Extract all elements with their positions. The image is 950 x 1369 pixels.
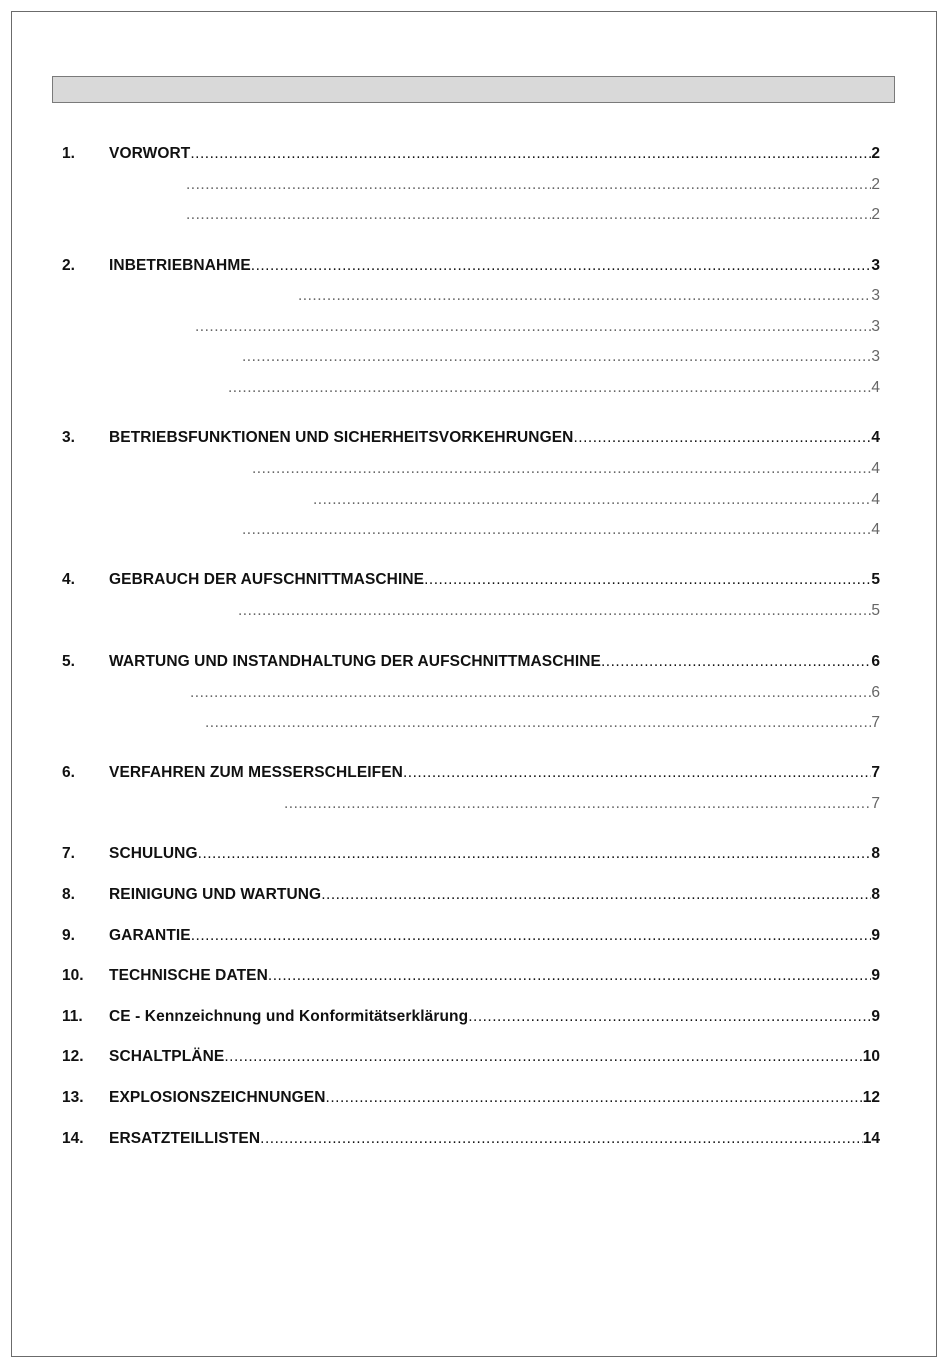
toc-page-number: 2 [871,145,880,162]
leader-dots [228,377,871,399]
leader-dots [242,519,871,541]
toc-entry-number: 2. [62,257,75,274]
toc-entry-label: TECHNISCHE DATEN [109,967,268,984]
toc-page-number: 7 [871,714,880,731]
toc-entry-line [109,762,880,784]
leader-dots [321,884,871,906]
toc-entry-gebrauch[interactable] [0,569,950,591]
toc-entry-line [313,489,880,511]
leader-dots [284,793,871,815]
toc-page-number: 4 [871,491,880,508]
toc-subentry[interactable] [0,174,950,196]
toc-page-number: 5 [871,602,880,619]
leader-dots [424,569,871,591]
toc-entry-label: VORWORT [109,145,191,162]
leader-dots [251,255,872,277]
toc-entry-number: 3. [62,429,75,446]
toc-page-number: 4 [871,521,880,538]
toc-entry-vorwort[interactable] [0,143,950,165]
toc-entry-number: 8. [62,886,75,903]
leader-dots [298,285,871,307]
toc-entry-line [205,712,880,734]
toc-entry-number: 12. [62,1048,84,1065]
toc-entry-wartung[interactable] [0,651,950,673]
leader-dots [186,174,871,196]
toc-subentry[interactable] [0,458,950,480]
leader-dots [313,489,871,511]
toc-entry-label: VERFAHREN ZUM MESSERSCHLEIFEN [109,764,403,781]
toc-entry-schaltplaene[interactable] [0,1046,950,1068]
toc-subentry[interactable] [0,204,950,226]
toc-subentry[interactable] [0,285,950,307]
toc-entry-label: INBETRIEBNAHME [109,257,251,274]
toc-entry-line [109,965,880,987]
toc-entry-label: WARTUNG UND INSTANDHALTUNG DER AUFSCHNITTMASCHINE [109,653,601,670]
toc-entry-number: 7. [62,845,75,862]
leader-dots [205,712,871,734]
toc-subentry[interactable] [0,519,950,541]
leader-dots [268,965,871,987]
toc-subentry[interactable] [0,712,950,734]
leader-dots [242,346,871,368]
toc-page-number: 7 [871,764,880,781]
toc-page-number: 4 [871,460,880,477]
toc-page-number: 6 [871,684,880,701]
toc-entry-line [109,843,880,865]
toc-entry-label: EXPLOSIONSZEICHNUNGEN [109,1089,326,1106]
toc-subentry[interactable] [0,346,950,368]
toc-entry-garantie[interactable] [0,925,950,947]
leader-dots [190,143,871,165]
toc-entry-line [284,793,880,815]
toc-entry-label: GARANTIE [109,927,191,944]
toc-entry-number: 11. [62,1008,83,1025]
toc-page-number: 9 [871,967,880,984]
toc-page-number: 3 [871,348,880,365]
toc-entry-line [109,925,880,947]
leader-dots [190,682,871,704]
leader-dots [403,762,871,784]
toc-entry-line [252,458,880,480]
toc-entry-line [298,285,880,307]
leader-dots [198,843,872,865]
toc-entry-messerschleifen[interactable] [0,762,950,784]
toc-page-number: 9 [871,927,880,944]
toc-page-number: 3 [871,287,880,304]
toc-entry-line [109,427,880,449]
toc-entry-line [109,143,880,165]
toc-entry-number: 5. [62,653,75,670]
toc-subentry[interactable] [0,489,950,511]
leader-dots [252,458,871,480]
toc-entry-line [109,1006,880,1028]
toc-entry-number: 13. [62,1089,84,1106]
leader-dots [573,427,871,449]
toc-entry-line [109,651,880,673]
toc-subentry[interactable] [0,600,950,622]
toc-page-number: 3 [871,257,880,274]
toc-entry-number: 9. [62,927,75,944]
toc-entry-line [242,519,880,541]
toc-entry-line [186,174,880,196]
toc-page-number: 9 [871,1008,880,1025]
toc-subentry[interactable] [0,316,950,338]
toc-entry-inbetriebnahme[interactable] [0,255,950,277]
toc-page-number: 5 [871,571,880,588]
toc-entry-label: BETRIEBSFUNKTIONEN UND SICHERHEITSVORKEHRUNGEN [109,429,574,446]
toc-entry-number: 14. [62,1130,84,1147]
toc-page-number: 2 [871,176,880,193]
toc-entry-label: CE - Kennzeichnung und Konformitätserklärung [109,1008,469,1025]
toc-entry-number: 10. [62,967,84,984]
leader-dots [238,600,871,622]
toc-page-number: 2 [871,206,880,223]
toc-entry-line [109,1046,880,1068]
leader-dots [326,1087,863,1109]
toc-entry-ersatzteillisten[interactable] [0,1128,950,1150]
toc-subentry[interactable] [0,793,950,815]
toc-entry-line [109,1128,880,1150]
toc-subentry[interactable] [0,682,950,704]
toc-entry-schulung[interactable] [0,843,950,865]
toc-entry-label: GEBRAUCH DER AUFSCHNITTMASCHINE [109,571,425,588]
toc-entry-line [186,204,880,226]
toc-entry-label: SCHALTPLÄNE [109,1048,225,1065]
toc-entry-line [228,377,880,399]
toc-subentry[interactable] [0,377,950,399]
leader-dots [468,1006,871,1028]
toc-entry-betriebsfunktionen[interactable] [0,427,950,449]
toc-page-number: 8 [871,845,880,862]
leader-dots [601,651,871,673]
toc-entry-line [190,682,880,704]
toc-entry-label: REINIGUNG UND WARTUNG [109,886,322,903]
toc-entry-line [109,1087,880,1109]
leader-dots [224,1046,862,1068]
toc-entry-line [242,346,880,368]
toc-entry-line [109,884,880,906]
toc-entry-line [195,316,880,338]
leader-dots [195,316,871,338]
toc-page-number: 4 [871,379,880,396]
toc-page-number: 14 [862,1130,880,1147]
leader-dots [260,1128,863,1150]
toc-page-number: 7 [871,795,880,812]
toc-entry-explosionszeichnungen[interactable] [0,1087,950,1109]
toc-entry-line [238,600,880,622]
toc-page-number: 6 [871,653,880,670]
leader-dots [186,204,871,226]
toc-entry-ce-kennzeichnung[interactable] [0,1006,950,1028]
toc-page-number: 3 [871,318,880,335]
toc-page-number: 10 [862,1048,880,1065]
toc-entry-label: ERSATZTEILLISTEN [109,1130,261,1147]
toc-page-number: 8 [871,886,880,903]
toc-page-number: 4 [871,429,880,446]
toc-page-number: 12 [862,1089,880,1106]
toc-entry-label: SCHULUNG [109,845,198,862]
leader-dots [191,925,872,947]
toc-entry-number: 6. [62,764,75,781]
toc-entry-number: 1. [62,145,75,162]
toc-entry-technische-daten[interactable] [0,965,950,987]
toc-entry-line [109,255,880,277]
toc-entry-line [109,569,880,591]
toc-entry-reinigung[interactable] [0,884,950,906]
toc-entry-number: 4. [62,571,75,588]
